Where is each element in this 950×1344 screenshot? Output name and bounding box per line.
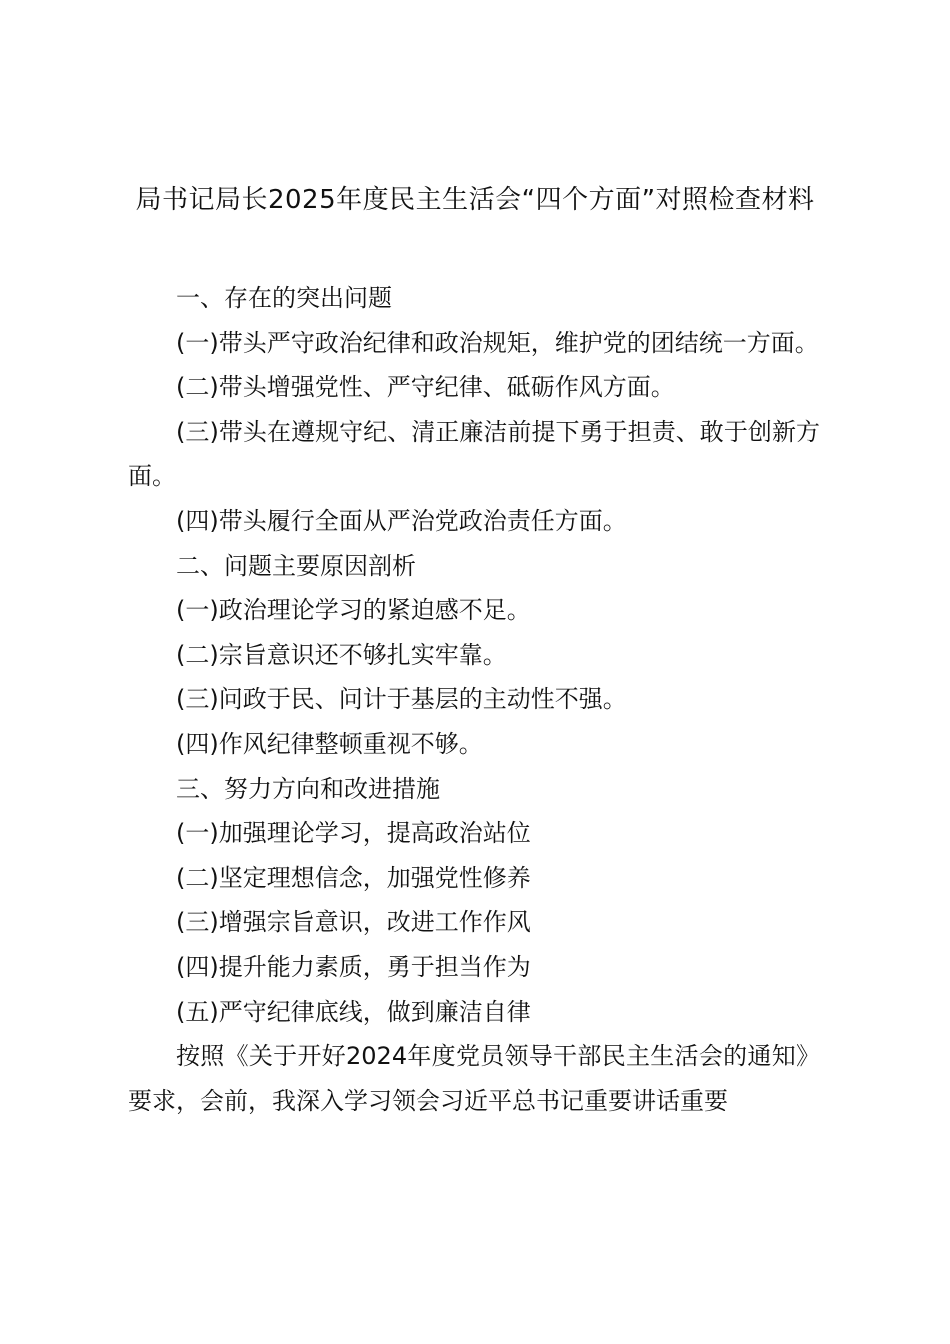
section-heading-1: 一、存在的突出问题 bbox=[176, 284, 392, 312]
measure-item-1: (一)加强理论学习，提高政治站位 bbox=[176, 819, 531, 848]
issue-item-2: (二)带头增强党性、严守纪律、砥砺作风方面。 bbox=[176, 373, 675, 402]
body-paragraph: 按照《关于开好2024年度党员领导干部民主生活会的通知》要求，会前，我深入学习领会习近平总书记重要讲话重要 bbox=[128, 1042, 820, 1115]
section-heading-3: 三、努力方向和改进措施 bbox=[176, 774, 440, 803]
measure-item-3: (三)增强宗旨意识，改进工作作风 bbox=[176, 908, 531, 937]
measure-item-2: (二)坚定理想信念，加强党性修养 bbox=[176, 863, 531, 892]
section-heading-2: 二、问题主要原因剖析 bbox=[176, 551, 416, 580]
issue-item-3: (三)带头在遵规守纪、清正廉洁前提下勇于担责、敢于创新方面。 bbox=[128, 417, 820, 491]
document-body bbox=[128, 276, 820, 1123]
issue-item-1: (一)带头严守政治纪律和政治规矩，维护党的团结统一方面。 bbox=[176, 328, 819, 357]
cause-item-4: (四)作风纪律整顿重视不够。 bbox=[176, 729, 483, 758]
document-title: 局书记局长2025年度民主生活会“四个方面”对照检查材料 bbox=[135, 185, 815, 215]
cause-item-2: (二)宗旨意识还不够扎实牢靠。 bbox=[176, 640, 507, 669]
cause-item-3: (三)问政于民、问计于基层的主动性不强。 bbox=[176, 685, 627, 714]
issue-item-4: (四)带头履行全面从严治党政治责任方面。 bbox=[176, 506, 627, 535]
cause-item-1: (一)政治理论学习的紧迫感不足。 bbox=[176, 596, 531, 625]
measure-item-4: (四)提升能力素质，勇于担当作为 bbox=[176, 952, 531, 981]
measure-item-5: (五)严守纪律底线，做到廉洁自律 bbox=[176, 997, 531, 1026]
